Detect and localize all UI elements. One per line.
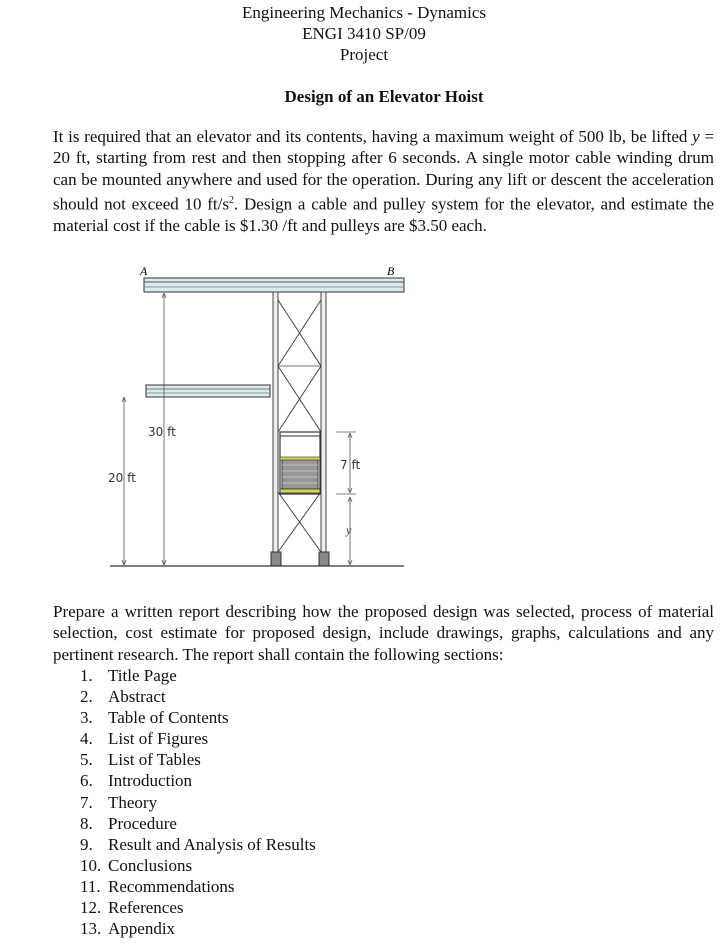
top-beam [144,278,404,292]
dim-20ft-label: 20 ft [108,471,136,485]
elevator-hoist-figure [100,262,410,582]
item-label: Abstract [108,687,166,707]
course-title: Engineering Mechanics - Dynamics [241,3,487,22]
list-item [80,813,316,834]
item-number: 12. [80,898,102,918]
list-item [80,665,316,686]
item-label: Conclusions [108,855,193,875]
list-item [80,770,316,791]
intro-part-2: = 20 ft, starting from rest and then stopping after 6 seconds. A single motor cable winding drum can be mounted anywhere and used for the operation. During any lift or descent the acceleration should not exceed 10 ft/s [53,127,714,214]
dim-y-label: y [346,523,352,537]
course-code: ENGI 3410 SP/09 [302,24,426,43]
item-number: 11. [80,876,101,896]
intro-part-3: . Design a cable and pulley system for the elevator, and estimate the material cost if the cable is $1.30 /ft and pulleys are $3.50 each. [53,194,714,235]
item-number: 10. [80,855,102,875]
item-number: 9. [80,834,93,854]
list-item [80,728,316,749]
list-item [80,918,316,939]
dim-7ft-label: 7 ft [340,458,361,472]
item-label: Introduction [108,771,193,791]
variable-y: y [692,127,700,146]
project-title: Design of an Elevator Hoist [284,87,484,106]
section-list [80,665,316,939]
base-block-right [319,552,329,566]
item-number: 2. [80,687,93,707]
list-item [80,855,316,876]
item-number: 4. [80,729,93,749]
elevator-car [280,432,320,494]
item-label: Appendix [108,919,176,939]
report-requirements: Prepare a written report describing how the proposed design was selected, process of material selection, cost estimate for proposed design, include drawings, graphs, calculations and any pertinent research. The report shall contain the following sections: [53,602,714,664]
list-item [80,834,316,855]
item-label: List of Figures [108,729,209,749]
item-label: Title Page [108,666,177,685]
floor-beam [146,385,270,397]
item-label: References [108,898,184,918]
item-number: 13. [80,919,102,939]
dim-30ft-label: 30 ft [148,425,176,439]
item-label: Procedure [108,813,177,833]
list-item [80,876,316,897]
list-item [80,897,316,918]
list-item [80,749,316,770]
tower [273,292,326,554]
list-item [80,707,316,728]
item-number: 8. [80,813,93,833]
label-b: B [387,264,395,278]
label-a: A [140,264,148,278]
list-item [80,686,316,707]
item-label: Result and Analysis of Results [108,834,316,854]
document-type: Project [339,45,389,64]
item-label: Table of Contents [108,708,229,728]
item-label: List of Tables [108,750,201,770]
item-number: 6. [80,771,93,791]
problem-statement [53,126,714,236]
item-label: Recommendations [108,876,235,896]
item-number: 3. [80,708,93,728]
superscript-2: 2 [229,194,234,206]
item-label: Theory [108,792,158,812]
list-item [80,792,316,813]
item-number: 7. [80,792,93,812]
item-number: 5. [80,750,93,770]
base-block-left [271,552,281,566]
item-number: 1. [80,666,93,685]
intro-part-1: It is required that an elevator and its contents, having a maximum weight of 500 lb, be lifted [53,127,693,146]
